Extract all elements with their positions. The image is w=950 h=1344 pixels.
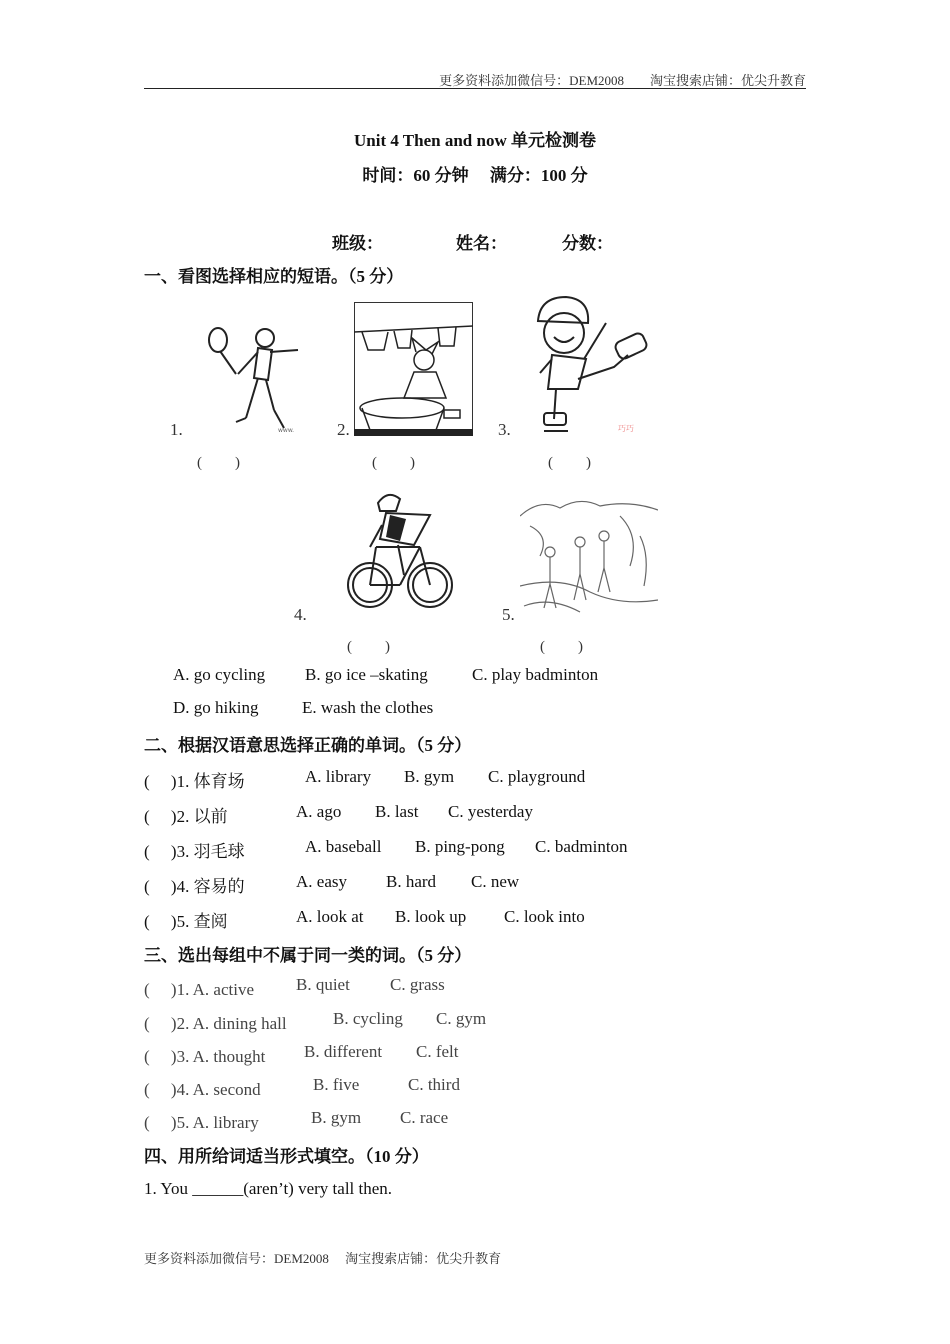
picture-2-number: 2. bbox=[337, 420, 350, 439]
question-text: ( )4. A. second bbox=[144, 1080, 261, 1099]
choice-c: C. third bbox=[408, 1075, 460, 1094]
question-text: ( )5. 查阅 bbox=[144, 912, 228, 931]
question-text: ( )3. 羽毛球 bbox=[144, 842, 245, 861]
washing-clothes-icon bbox=[354, 302, 473, 436]
choice-c: C. look into bbox=[504, 907, 585, 926]
choice-c: C. race bbox=[400, 1108, 449, 1127]
choice-c: C. new bbox=[471, 872, 520, 891]
choice-a: A. ago bbox=[296, 802, 342, 821]
section4-heading: 四、用所给词适当形式填空。（10 分） bbox=[144, 1147, 429, 1166]
question-text: ( )2. 以前 bbox=[144, 807, 228, 826]
cyclist-icon bbox=[346, 485, 454, 615]
score-label: 分数： bbox=[562, 234, 613, 253]
picture-1-number: 1. bbox=[170, 420, 183, 439]
option-c: C. play badminton bbox=[472, 665, 599, 684]
name-label: 姓名： bbox=[456, 234, 507, 253]
question-text: ( )5. A. library bbox=[144, 1113, 259, 1132]
choice-b: B. quiet bbox=[296, 975, 350, 994]
page-footer: 更多资料添加微信号：DEM2008 淘宝搜索店铺：优尖升教育 bbox=[144, 1251, 502, 1266]
section4-item-1: 1. You ______(aren’t) very tall then. bbox=[144, 1179, 393, 1198]
choice-a: A. baseball bbox=[305, 837, 382, 856]
question-text: ( )1. A. active bbox=[144, 980, 254, 999]
class-label: 班级： bbox=[332, 234, 383, 253]
choice-c: C. gym bbox=[436, 1009, 487, 1028]
page-subtitle: 时间：60 分钟 满分：100 分 bbox=[362, 166, 588, 185]
header-rule bbox=[144, 88, 806, 89]
option-b: B. go ice –skating bbox=[305, 665, 428, 684]
choice-c: C. grass bbox=[390, 975, 445, 994]
choice-c: C. felt bbox=[416, 1042, 459, 1061]
picture-4-number: 4. bbox=[294, 605, 307, 624]
ice-skater-icon bbox=[532, 293, 660, 438]
option-e: E. wash the clothes bbox=[302, 698, 434, 717]
option-a: A. go cycling bbox=[173, 665, 266, 684]
hikers-icon bbox=[520, 496, 658, 622]
question-text: ( )4. 容易的 bbox=[144, 877, 245, 896]
choice-c: C. playground bbox=[488, 767, 586, 786]
picture-1-answer: ( ) bbox=[197, 455, 241, 471]
choice-a: A. library bbox=[305, 767, 372, 786]
picture-3-number: 3. bbox=[498, 420, 511, 439]
section1-heading: 一、看图选择相应的短语。（5 分） bbox=[144, 267, 404, 286]
picture-5-number: 5. bbox=[502, 605, 515, 624]
picture-3-answer: ( ) bbox=[548, 455, 592, 471]
section2-heading: 二、根据汉语意思选择正确的单词。（5 分） bbox=[144, 736, 472, 755]
choice-a: A. look at bbox=[296, 907, 364, 926]
picture-4-answer: ( ) bbox=[347, 639, 391, 655]
choice-b: B. ping-pong bbox=[415, 837, 505, 856]
badminton-player-icon bbox=[200, 318, 315, 436]
question-text: ( )1. 体育场 bbox=[144, 772, 245, 791]
choice-c: C. yesterday bbox=[448, 802, 533, 821]
svg-text:巧巧: 巧巧 bbox=[618, 424, 634, 433]
picture-2-answer: ( ) bbox=[372, 455, 416, 471]
picture-5-answer: ( ) bbox=[540, 639, 584, 655]
choice-b: B. different bbox=[304, 1042, 383, 1061]
choice-a: A. easy bbox=[296, 872, 347, 891]
choice-b: B. cycling bbox=[333, 1009, 403, 1028]
svg-text:www.: www. bbox=[278, 427, 295, 434]
page-title: Unit 4 Then and now 单元检测卷 bbox=[354, 131, 596, 150]
question-text: ( )2. A. dining hall bbox=[144, 1014, 287, 1033]
question-text: ( )3. A. thought bbox=[144, 1047, 266, 1066]
choice-b: B. look up bbox=[395, 907, 467, 926]
option-d: D. go hiking bbox=[173, 698, 259, 717]
page-header: 更多资料添加微信号：DEM2008 淘宝搜索店铺：优尖升教育 bbox=[439, 73, 806, 88]
choice-b: B. gym bbox=[311, 1108, 362, 1127]
choice-b: B. gym bbox=[404, 767, 455, 786]
choice-b: B. five bbox=[313, 1075, 360, 1094]
choice-c: C. badminton bbox=[535, 837, 628, 856]
choice-b: B. hard bbox=[386, 872, 437, 891]
section3-heading: 三、选出每组中不属于同一类的词。（5 分） bbox=[144, 946, 472, 965]
choice-b: B. last bbox=[375, 802, 419, 821]
